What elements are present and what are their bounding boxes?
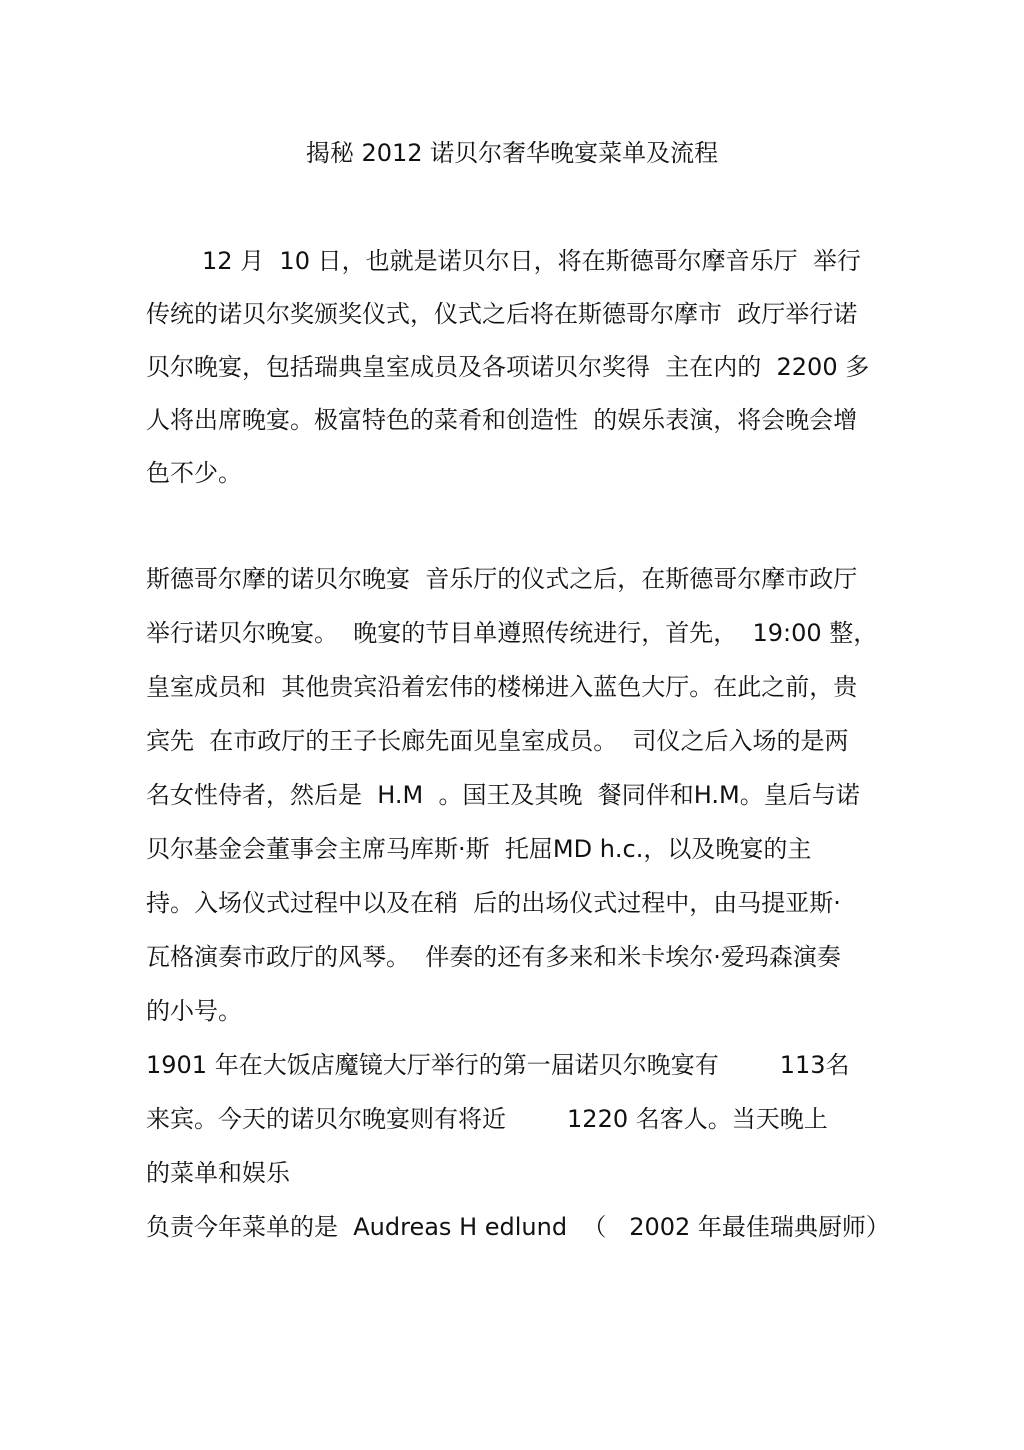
paragraph-1-line-3: 贝尔晚宴，包括瑞典皇室成员及各项诺贝尔奖得 主在内的 2200 多: [146, 353, 870, 381]
paragraph-2-line-7: 持。入场仪式过程中以及在稍 后的出场仪式过程中，由马提亚斯·: [146, 889, 841, 917]
paragraph-2-line-9: 的小号。: [146, 997, 242, 1025]
paragraph-2-line-1: 斯德哥尔摩的诺贝尔晚宴 音乐厅的仪式之后，在斯德哥尔摩市政厅: [146, 565, 858, 593]
paragraph-2-line-8: 瓦格演奏市政厅的风琴。 伴奏的还有多来和米卡埃尔·爱玛森演奏: [146, 943, 841, 971]
paragraph-2-line-4: 宾先 在市政厅的王子长廊先面见皇室成员。 司仪之后入场的是两: [146, 727, 849, 755]
paragraph-2-line-2: 举行诺贝尔晚宴。 晚宴的节目单遵照传统进行，首先， 19:00 整，: [146, 619, 878, 647]
paragraph-4-line-1: 负责今年菜单的是 Audreas H edlund （ 2002 年最佳瑞典厨师）: [146, 1213, 890, 1241]
paragraph-1-line-1: 12 月 10 日，也就是诺贝尔日，将在斯德哥尔摩音乐厅 举行: [202, 247, 861, 275]
paragraph-2-line-5: 名女性侍者，然后是 H.M 。国王及其晚 餐同伴和H.M。皇后与诺: [146, 781, 860, 809]
paragraph-3-line-2: 来宾。今天的诺贝尔晚宴则有将近 1220 名客人。当天晚上: [146, 1105, 828, 1133]
paragraph-3-line-3: 的菜单和娱乐: [146, 1159, 290, 1187]
document-title: 揭秘 2012 诺贝尔奢华晚宴菜单及流程: [305, 139, 719, 167]
paragraph-1-line-4: 人将出席晚宴。极富特色的菜肴和创造性 的娱乐表演，将会晚会增: [146, 406, 858, 434]
paragraph-1-line-2: 传统的诺贝尔奖颁奖仪式，仪式之后将在斯德哥尔摩市 政厅举行诺: [146, 300, 858, 328]
paragraph-2-line-6: 贝尔基金会董事会主席马库斯·斯 托屈MD h.c.，以及晚宴的主: [146, 835, 812, 863]
paragraph-1-line-5: 色不少。: [146, 459, 242, 487]
paragraph-3-line-1: 1901 年在大饭店魔镜大厅举行的第一届诺贝尔晚宴有 113名: [146, 1051, 850, 1079]
paragraph-2-line-3: 皇室成员和 其他贵宾沿着宏伟的楼梯进入蓝色大厅。在此之前，贵: [146, 673, 858, 701]
